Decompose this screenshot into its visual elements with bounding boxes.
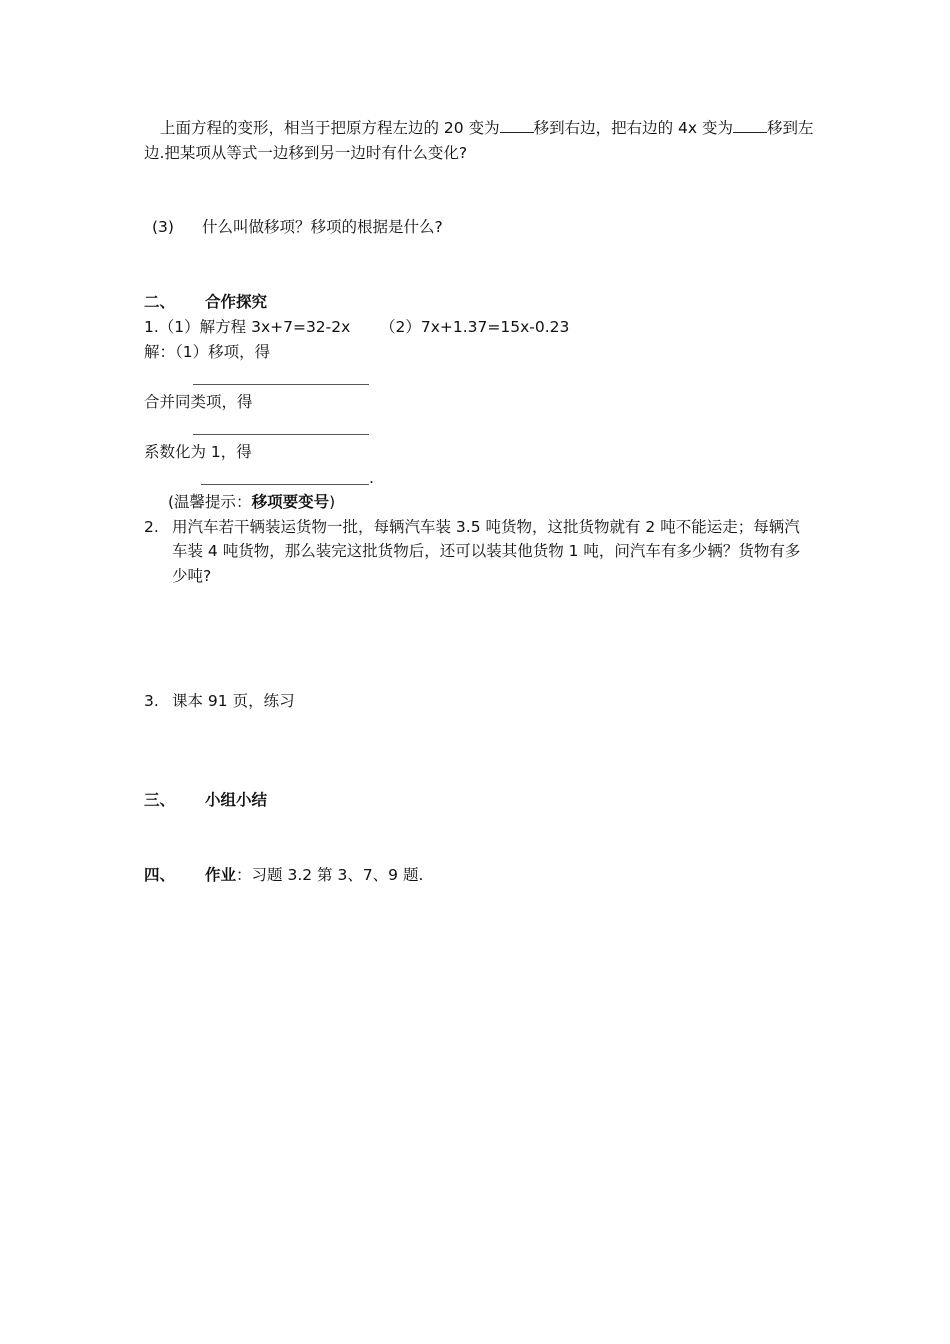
intro-line-1 — [160, 117, 814, 139]
problem-1-part-1: 1.（1）解方程 3x+7=32-2x — [144, 318, 351, 336]
hint-open: (温馨提示： — [168, 493, 252, 511]
problem-3-number: 3. — [144, 692, 159, 710]
blank-1[interactable] — [500, 117, 534, 133]
problem-2-line-3: 少吨? — [172, 567, 212, 585]
hint-close: ) — [329, 493, 336, 511]
problem-1-part-2: （2）7x+1.37=15x-0.23 — [380, 318, 570, 336]
intro-line-2: 边.把某项从等式一边移到另一边时有什么变化? — [144, 144, 468, 162]
section-4-heading — [144, 864, 423, 886]
blank-2[interactable] — [733, 117, 767, 133]
hint — [168, 491, 335, 513]
problem-2-line-2: 车装 4 吨货物，那么装完这批货物后，还可以装其他货物 1 吨，问汽车有多少辆？货物有多 — [172, 542, 801, 560]
section-3-heading — [144, 789, 267, 811]
problem-2-line-1: 用汽车若干辆装运货物一批，每辆汽车装 3.5 吨货物，这批货物就有 2 吨不能运走；每辆汽 — [172, 518, 800, 536]
problem-3-text: 课本 91 页，练习 — [172, 692, 295, 710]
section-2-number: 二、 — [144, 293, 176, 311]
section-4-title: 作业 — [205, 866, 237, 884]
intro-text-c: 移到左 — [766, 119, 814, 137]
step-coefficient: 系数化为 1，得 — [144, 443, 252, 461]
answer-line-1[interactable] — [193, 384, 369, 385]
section-3-title: 小组小结 — [205, 791, 268, 809]
question-3-number: (3) — [152, 218, 174, 236]
section-4-number: 四、 — [144, 866, 176, 884]
answer-line-3[interactable] — [201, 484, 369, 485]
problem-2-number: 2. — [144, 518, 159, 536]
section-2-heading — [144, 291, 267, 313]
intro-text-b: 移到右边，把右边的 4x 变为 — [533, 119, 733, 137]
intro-text-a: 上面方程的变形，相当于把原方程左边的 20 变为 — [160, 119, 500, 137]
question-3-text: 什么叫做移项？移项的根据是什么? — [201, 218, 443, 236]
question-3 — [152, 216, 443, 238]
answer-line-3-period: . — [369, 469, 374, 487]
solution-label: 解：（1）移项，得 — [144, 343, 271, 361]
section-2-title: 合作探究 — [205, 293, 268, 311]
answer-line-2[interactable] — [193, 434, 369, 435]
step-combine: 合并同类项，得 — [144, 393, 253, 411]
section-4-text: ：习题 3.2 第 3、7、9 题. — [236, 866, 424, 884]
section-3-number: 三、 — [144, 791, 176, 809]
hint-bold: 移项要变号 — [251, 493, 330, 511]
